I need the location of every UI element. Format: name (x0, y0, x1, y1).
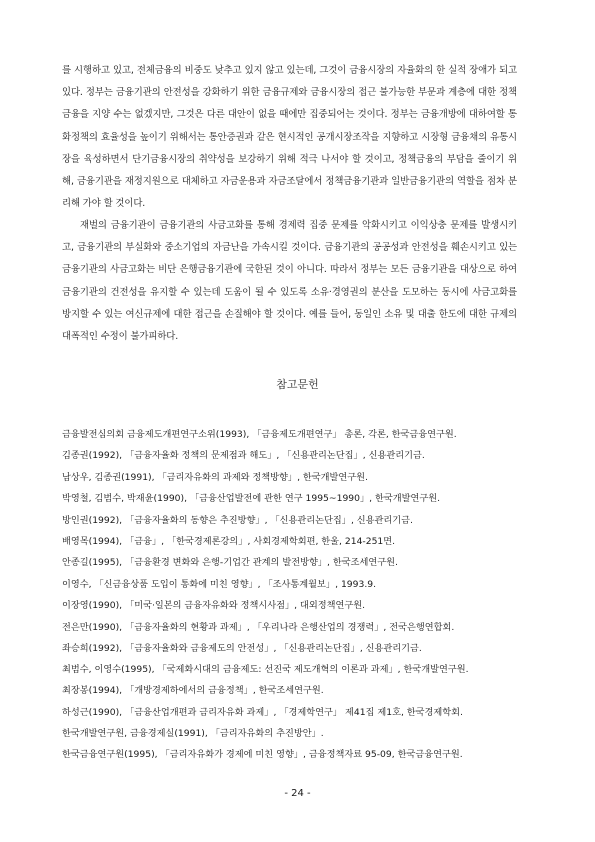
reference-item: 남상우, 김종권(1991), 「금리자유화의 과제와 정책방향」, 한국개발연구원. (62, 471, 368, 483)
reference-item: 최범수, 이영수(1995), 「국제화시대의 금융제도: 선진국 제도개혁의 이론과 과제」, 한국개발연구원. (62, 664, 469, 676)
reference-item: 방인권(1992), 「금융자율화의 동향은 추진방향」, 「신용관리논단집」, 신용관리기금. (62, 514, 413, 526)
reference-item: 전은만(1990), 「금융자율화의 현황과 과제」, 「우리나라 은행산업의 경쟁력」, 전국은행연합회. (62, 621, 455, 633)
reference-item: 김종권(1992), 「금융자율화 정책의 문제점과 해도」, 「신용관리논단집」, 신용관리기금. (62, 450, 425, 462)
reference-item: 이영수, 「신금융상품 도입이 통화에 미친 영향」, 「조사통계월보」, 1993.9. (62, 578, 377, 590)
reference-item: 한국금융연구원(1995), 「금리자유화가 경제에 미친 영향」, 금융정책자료 95-09, 한국금융연구원. (62, 749, 463, 761)
reference-item: 이장영(1990), 「미국·일본의 금융자유화와 정책시사점」, 대외정책연구원. (62, 600, 366, 612)
body-paragraph-1 (62, 60, 517, 215)
paragraph-text: 를 시행하고 있고, 전체금융의 비중도 낮추고 있지 않고 있는데, 그것이 금융시장의 자율화의 한 실적 장애가 되고 있다. 정부는 금융기관의 안전성을 강화하기 위한 금융규제와 금융시장의 접근 불가능한 부문과 계층에 대한 정책금융을 지양 수는 없겠지만, 그것은 다른 대안이 없을 때에만 집중되어는 것이다. 정부는 금융개방에 대하여할 통화정책의 효율성을 높이기 위해서는 통안증권과 같은 현시적인 공개시장조작을 지향하고 시장형 금융채의 유통시장을 육성하면서 단기금융시장의 취약성을 보강하기 위해 적극 나서야 할 것이고, 정책금융의 부담을 줄이기 위해, 금융기관을 재정지원으로 대체하고 자금운용과 자금조달에서 정책금융기관과 일반금융기관의 역할을 점차 분리해 가야 할 것이다. (62, 65, 517, 210)
reference-item: 배영목(1994), 「금융」, 「한국경제론강의」, 사회경제학회편, 한울, 214-251면. (62, 535, 396, 547)
body-paragraph-2 (62, 215, 517, 348)
reference-item: 좌승희(1992), 「금융자율화와 금융제도의 안전성」, 「신용관리논단집」, 신용관리기금. (62, 642, 422, 654)
references-list (62, 424, 517, 766)
reference-item: 최장봉(1994), 「개방경제하에서의 금융정책」, 한국조세연구원. (62, 685, 324, 697)
reference-item: 한국개발연구원, 금융경제실(1991), 「금리자유화의 추진방안」. (62, 728, 324, 740)
paragraph-text: 재벌의 금융기관이 금융기관의 사금고화를 통해 경제력 집중 문제를 악화시키고 이익상충 문제를 발생시키고, 금융기관의 부실화와 중소기업의 자금난을 가속시킬 것이다. 금융기관의 공공성과 안전성을 훼손시키고 있는 금융기관의 사금고화는 비단 은행금융기관에 국한된 것이 아니다. 따라서 정부는 모든 금융기관을 대상으로 하여 금융기관의 건전성을 유지할 수 있는데 도움이 될 수 있도록 소유·경영권의 분산을 도모하는 동시에 사금고화를 방지할 수 있는 여신규제에 대한 접근을 손질해야 할 것이다. 예를 들어, 동일인 소유 및 대출 한도에 대한 규제의 대폭적인 수정이 불가피하다. (62, 220, 517, 343)
references-title: 참고문헌 (276, 378, 319, 391)
reference-item: 금융발전심의회 금융제도개편연구소위(1993), 「금융제도개편연구」 총론, 각론, 한국금융연구원. (62, 429, 457, 440)
page-number: - 24 - (284, 788, 311, 799)
reference-item: 박영철, 김범수, 박재윤(1990), 「금융산업발전에 관한 연구 1995~1990」, 한국개발연구원. (62, 493, 441, 505)
reference-item: 하성근(1990), 「금융산업개편과 금리자유화 과제」, 「경제학연구」 제41집 제1호, 한국경제학회. (62, 706, 463, 718)
reference-item: 안종길(1995), 「금융환경 변화와 은행-기업간 관계의 발전방향」, 한국조세연구원. (62, 557, 398, 569)
